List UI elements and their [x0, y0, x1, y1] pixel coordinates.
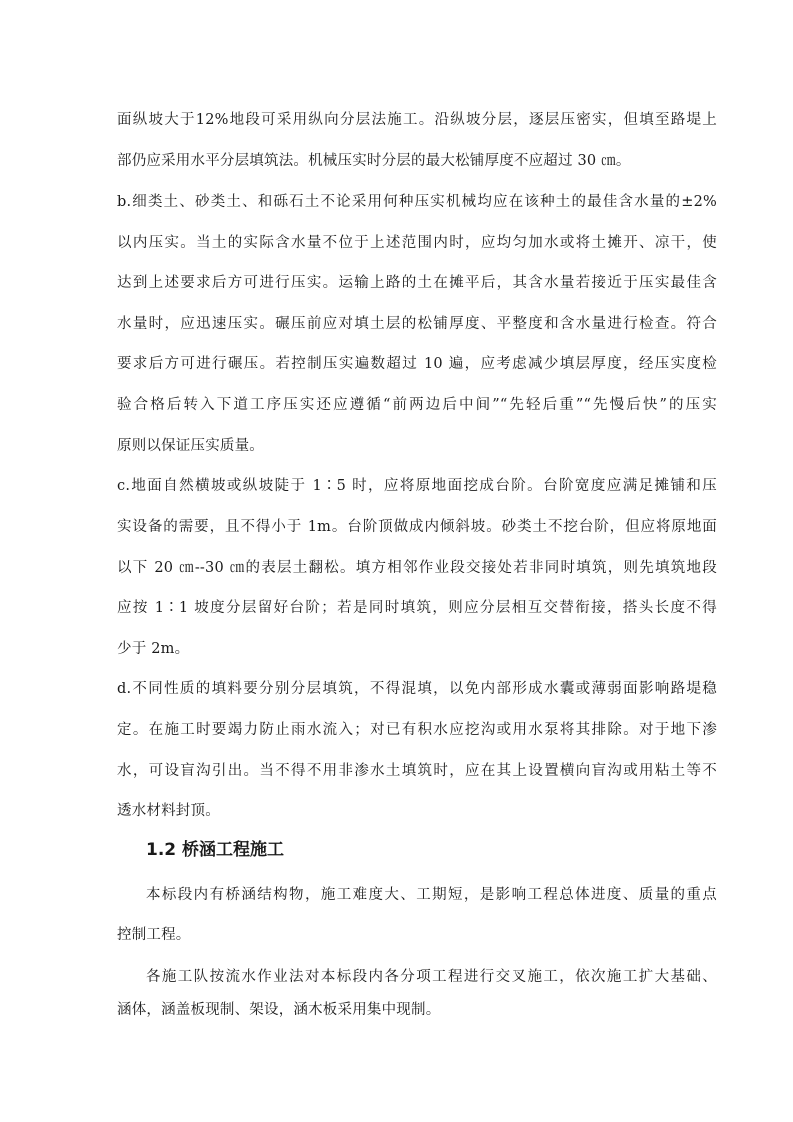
paragraph-line: 原则以保证压实质量。: [117, 438, 264, 454]
section-heading: 1.2 桥涵工程施工: [146, 840, 285, 860]
paragraph-line: 验合格后转入下道工序压实还应遵循“前两边后中间”“先轻后重”“先慢后快”的压实: [117, 397, 717, 413]
paragraph-line: 以下 20 ㎝--30 ㎝的表层土翻松。填方相邻作业段交接处若非同时填筑，则先填筑地段: [117, 560, 717, 576]
paragraph-line: d.不同性质的填料要分别分层填筑，不得混填，以免内部形成水囊或薄弱面影响路堤稳: [117, 681, 717, 697]
paragraph-line: 控制工程。: [117, 927, 191, 943]
paragraph-line: 实设备的需要，且不得小于 1m。台阶顶做成内倾斜坡。砂类土不挖台阶，但应将原地面: [117, 519, 717, 535]
paragraph-line: 应按 1∶1 坡度分层留好台阶；若是同时填筑，则应分层相互交替衔接，搭头长度不得: [117, 600, 717, 616]
paragraph-line: 部仍应采用水平分层填筑法。机械压实时分层的最大松铺厚度不应超过 30 ㎝。: [117, 153, 631, 169]
paragraph-line: 各施工队按流水作业法对本标段内各分项工程进行交叉施工，依次施工扩大基础、: [146, 969, 717, 985]
paragraph-line: 达到上述要求后方可进行压实。运输上路的土在摊平后，其含水量若接近于压实最佳含: [117, 275, 717, 291]
paragraph-line: 涵体，涵盖板现制、架设，涵木板采用集中现制。: [117, 1002, 441, 1018]
paragraph-line: 要求后方可进行碾压。若控制压实遍数超过 10 遍，应考虑减少填层厚度，经压实度检: [117, 356, 717, 372]
paragraph-line: 定。在施工时要竭力防止雨水流入；对已有积水应挖沟或用水泵将其排除。对于地下渗: [117, 722, 717, 738]
paragraph-line: 水，可设盲沟引出。当不得不用非渗水土填筑时，应在其上设置横向盲沟或用粘土等不: [117, 763, 717, 779]
paragraph-line: 透水材料封顶。: [117, 803, 220, 819]
paragraph-line: 本标段内有桥涵结构物，施工难度大、工期短，是影响工程总体进度、质量的重点: [146, 887, 717, 903]
paragraph-line: 少于 2m。: [117, 641, 190, 657]
paragraph-line: 以内压实。当土的实际含水量不位于上述范围内时，应均匀加水或将土摊开、凉干，使: [117, 235, 717, 251]
paragraph-line: 水量时，应迅速压实。碾压前应对填土层的松铺厚度、平整度和含水量进行检查。符合: [117, 316, 717, 332]
paragraph-line: b.细类土、砂类土、和砾石土不论采用何种压实机械均应在该种土的最佳含水量的±2%: [117, 194, 717, 210]
paragraph-line: c.地面自然横坡或纵坡陡于 1∶5 时，应将原地面挖成台阶。台阶宽度应满足摊铺和压: [117, 478, 717, 494]
paragraph-line: 面纵坡大于12%地段可采用纵向分层法施工。沿纵坡分层，逐层压密实，但填至路堤上: [117, 112, 717, 128]
